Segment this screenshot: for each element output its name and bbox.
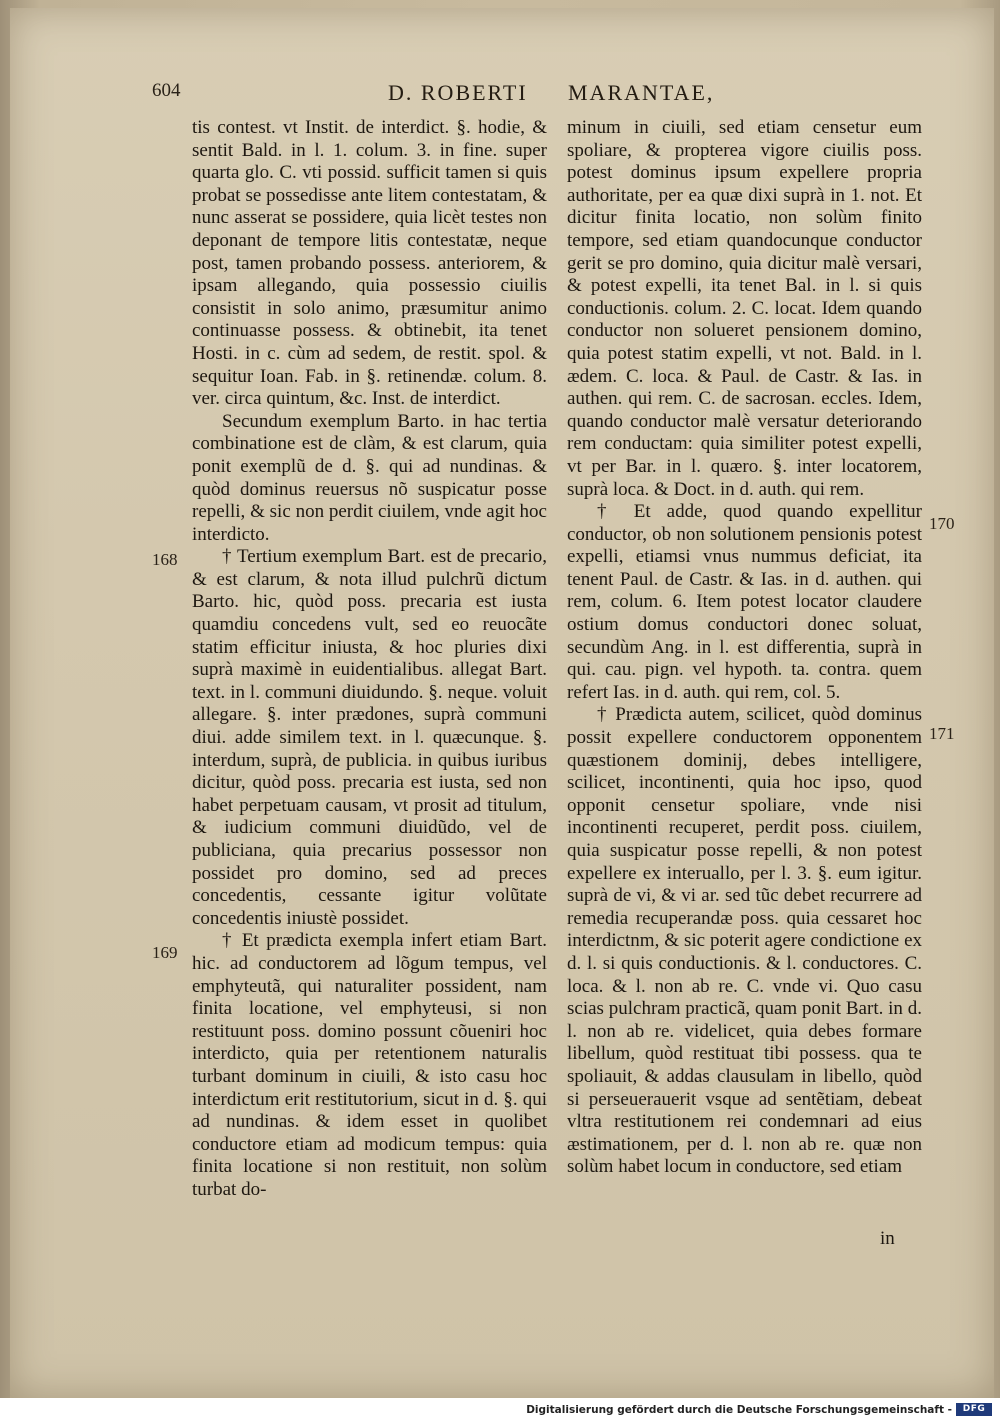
- paragraph: † Et prædicta exempla infert etiam Bart. hic. ad conductorem ad lõgum tempus, vel emphyteutã, qui naturaliter possident, nam finita locatione, vel emphyteusi, si non restituunt poss. domino possunt cõueniri hoc interdicto, quia per retentionem naturalis turbant dominum in ciuili, & isto casu hoc interdictum erit restitutorium, sicut in d. §. qui ad nundinas. & idem esset in quolibet conductore etiam ad modicum tempus: quia finita locatione si non restituit, non solùm turbat do-: [192, 930, 547, 1200]
- paragraph: Secundum exemplum Barto. in hac tertia combinatione est de clàm, & est clarum, quia ponit exemplũ de d. §. qui ad nundinas. & quòd dominus reuersus nõ suspicatur posse repelli, & sic non perdit ciuilem, vnde agit hoc interdicto.: [192, 410, 547, 545]
- margin-number-169: 169: [152, 943, 178, 962]
- margin-number-168: 168: [152, 550, 178, 569]
- text-column-left: [192, 117, 547, 1202]
- catchword: in: [880, 1228, 895, 1249]
- text-column-right: [567, 117, 922, 1179]
- page-number: 604: [152, 80, 181, 101]
- running-head-right: MARANTAE,: [568, 80, 715, 105]
- running-head-left: D. ROBERTI: [388, 80, 528, 105]
- margin-number-171: 171: [929, 724, 955, 743]
- margin-number-170: 170: [929, 514, 955, 533]
- paragraph: † Et adde, quod quando expellitur conductor, ob non solutionem pensionis potest expelli, etiamsi vnus nummus deficiat, ita tenent Paul. de Castr. & Ias. in d. authen. qui rem, colum. 6. Item potest locator claudere ostium domus conductori donec soluat, secundùm Ang. in l. est differentia, suprà in qui. cau. pign. vel hypoth. ta. contra. quem refert Ias. in d. auth. qui rem, col. 5.: [567, 501, 922, 703]
- dfg-logo-icon: DFG: [956, 1403, 992, 1416]
- paragraph: † Tertium exemplum Bart. est de precario, & est clarum, & nota illud pulchrũ dictum Barto. hic, quòd poss. precaria est iusta quamdiu concedens vult, sed eo reuocãte statim efficitur iniusta, & hoc pluries dixi suprà maximè in euidentialibus. allegat Bart. text. in l. communi diuidundo. §. neque. voluit allegare. §. inter prædones, suprà communi diui. adde similem text. in l. quæcunque. §. interdum, suprà, de publicia. in quibus iuribus dicitur, quòd poss. precaria est iusta, sed non habet perpetuam causam, vt prosit ad titulum, & iudicium communi diuidũdo, vel de publiciana, quia precarius possessor non possidet pro domino, sed ad preces concedentis, cessante igitur volũtate concedentis iniustè possidet.: [192, 546, 547, 929]
- paragraph: tis contest. vt Instit. de interdict. §. hodie, & sentit Bald. in l. 1. colum. 3. in fine. super quarta glo. C. vti possid. sufficit tamen si quis probat se possedisse ante litem contestatam, & nunc asserat se possidere, quia licèt testes non deponant de tempore litis contestatæ, neque post, tamen probando possess. anteriorem, & ipsam allegando, quia possessio ciuilis consistit in solo animo, præsumitur animo continuasse possess. & obtinebit, ita tenet Hosti. in c. cùm ad sedem, de restit. spol. & sequitur Ioan. Fab. in §. retinendæ. colum. 8. ver. circa quintum, &c. Inst. de interdict.: [192, 117, 547, 410]
- footer-credit: Digitalisierung gefördert durch die Deutsche Forschungsgemeinschaft -: [526, 1404, 952, 1416]
- paragraph: minum in ciuili, sed etiam censetur eum spoliare, & propterea vigore ciuilis poss. potest dominus ipsum expellere propria authoritate, per ea quæ dixi suprà in 1. not. Et dicitur finita locatio, non solùm finito tempore, sed etiam quandocunque conductor gerit se pro domino, quia dicitur malè versari, & potest expelli, ita tenet Bal. in l. si quis conductionis. colum. 2. C. locat. Idem quando conductor non solueret pensionem domino, quia potest statim expelli, vt not. Bald. in l. ædem. C. loca. & Paul. de Castr. & Ias. in authen. qui rem. C. de sacrosan. eccles. Idem, quando conductor malè versatur deteriorando rem conductam: quia similiter potest expelli, vt per Bar. in l. quæro. §. inter locatorem, suprà loca. & Doct. in d. auth. qui rem.: [567, 117, 922, 500]
- paragraph: † Prædicta autem, scilicet, quòd dominus possit expellere conductorem opponentem quæstionem dominij, debes intelligere, scilicet, incontinenti, quia hoc ipso, quod opponit censetur spoliare, vnde nisi incontinenti recuperet, perdit poss. ciuilem, quia suspicatur posse repelli, & non potest expellere ex interuallo, per l. 3. §. eum igitur. suprà de vi, & vi ar. sed tũc debet recurrere ad remedia recuperandæ poss. quia cessaret hoc interdictnm, & sic poterit agere condictione ex d. l. si quis conductionis. & l. conductores. C. loca. & l. non ab re. C. vnde vi. Quo casu scias pulchram practicã, quam ponit Bart. in d. l. non ab re. videlicet, quia debes formare libellum, quòd restituat tibi possess. qua te spoliauit, & addas clausulam in libello, quòd si perseuerauerit vsque ad sentẽtiam, debeat vltra restitutionem rei condemnari ad eius æstimationem, per d. l. non ab re. quæ non solùm habet locum in conductore, sed etiam: [567, 704, 922, 1178]
